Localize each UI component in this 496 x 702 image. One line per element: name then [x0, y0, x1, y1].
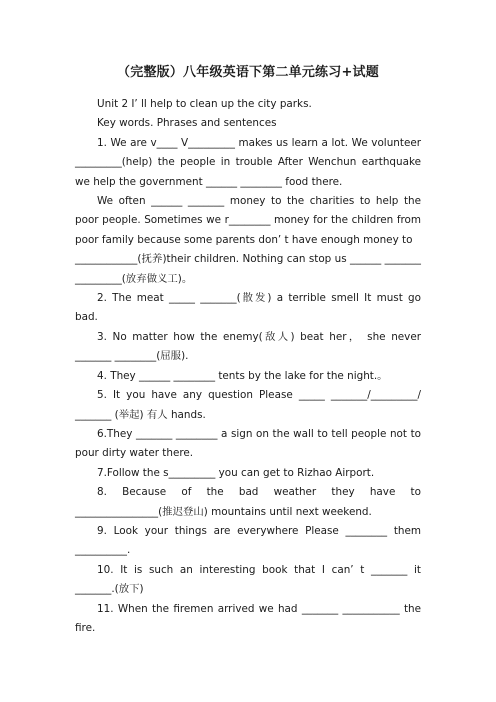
- document-body: [75, 95, 421, 638]
- exercise-item-6: 6.They _______ ________ a sign on the wall to tell people not to pour dirty water there.: [75, 427, 421, 460]
- exercise-item-1: 1. We are v____ V_________ makes us learn a lot. We volunteer _________(help) the people in trouble After Wenchun earthquake we help the government ______ ________ food there.: [75, 136, 421, 188]
- exercise-item-2: 2. The meat _____ _______(散发) a terrible smell It must go bad.: [75, 292, 421, 324]
- exercise-item-3: 3. No matter how the enemy(敌人) beat her， she never _______ ________(屈服).: [75, 330, 421, 363]
- exercise-item-1-end: ____________(抚养)their children. Nothing can stop us ______ _______ _________(放弃做义工)。: [75, 253, 421, 285]
- exercise-item-1-continued: We often ______ _______ money to the charities to help the poor people. Sometimes we r________ money for the children from poor family because some parents don’ t have enough money to: [75, 195, 421, 246]
- exercise-item-7: 7.Follow the s_________ you can get to Rizhao Airport.: [97, 466, 375, 479]
- section-heading: Key words. Phrases and sentences: [97, 117, 277, 130]
- unit-heading: Unit 2 I’ ll help to clean up the city parks.: [97, 98, 312, 110]
- exercise-item-10: 10. It is such an interesting book that I can’ t _______ it _______.(放下): [75, 563, 421, 596]
- document-title: （完整版）八年级英语下第二单元练习+试题: [117, 65, 379, 80]
- exercise-item-8: 8. Because of the bad weather they have to ________________(推迟登山) mountains until next weekend.: [75, 486, 421, 518]
- exercise-item-11: 11. When the firemen arrived we had _______ ___________ the fire.: [75, 602, 421, 634]
- exercise-item-5: 5. It you have any question Please _____ _______/_________/ _______ (举起) 有人 hands.: [75, 389, 421, 421]
- exercise-item-9: 9. Look your things are everywhere Please ________ them __________.: [75, 524, 421, 557]
- exercise-item-4: 4. They ______ ________ tents by the lake for the night.。: [97, 369, 388, 382]
